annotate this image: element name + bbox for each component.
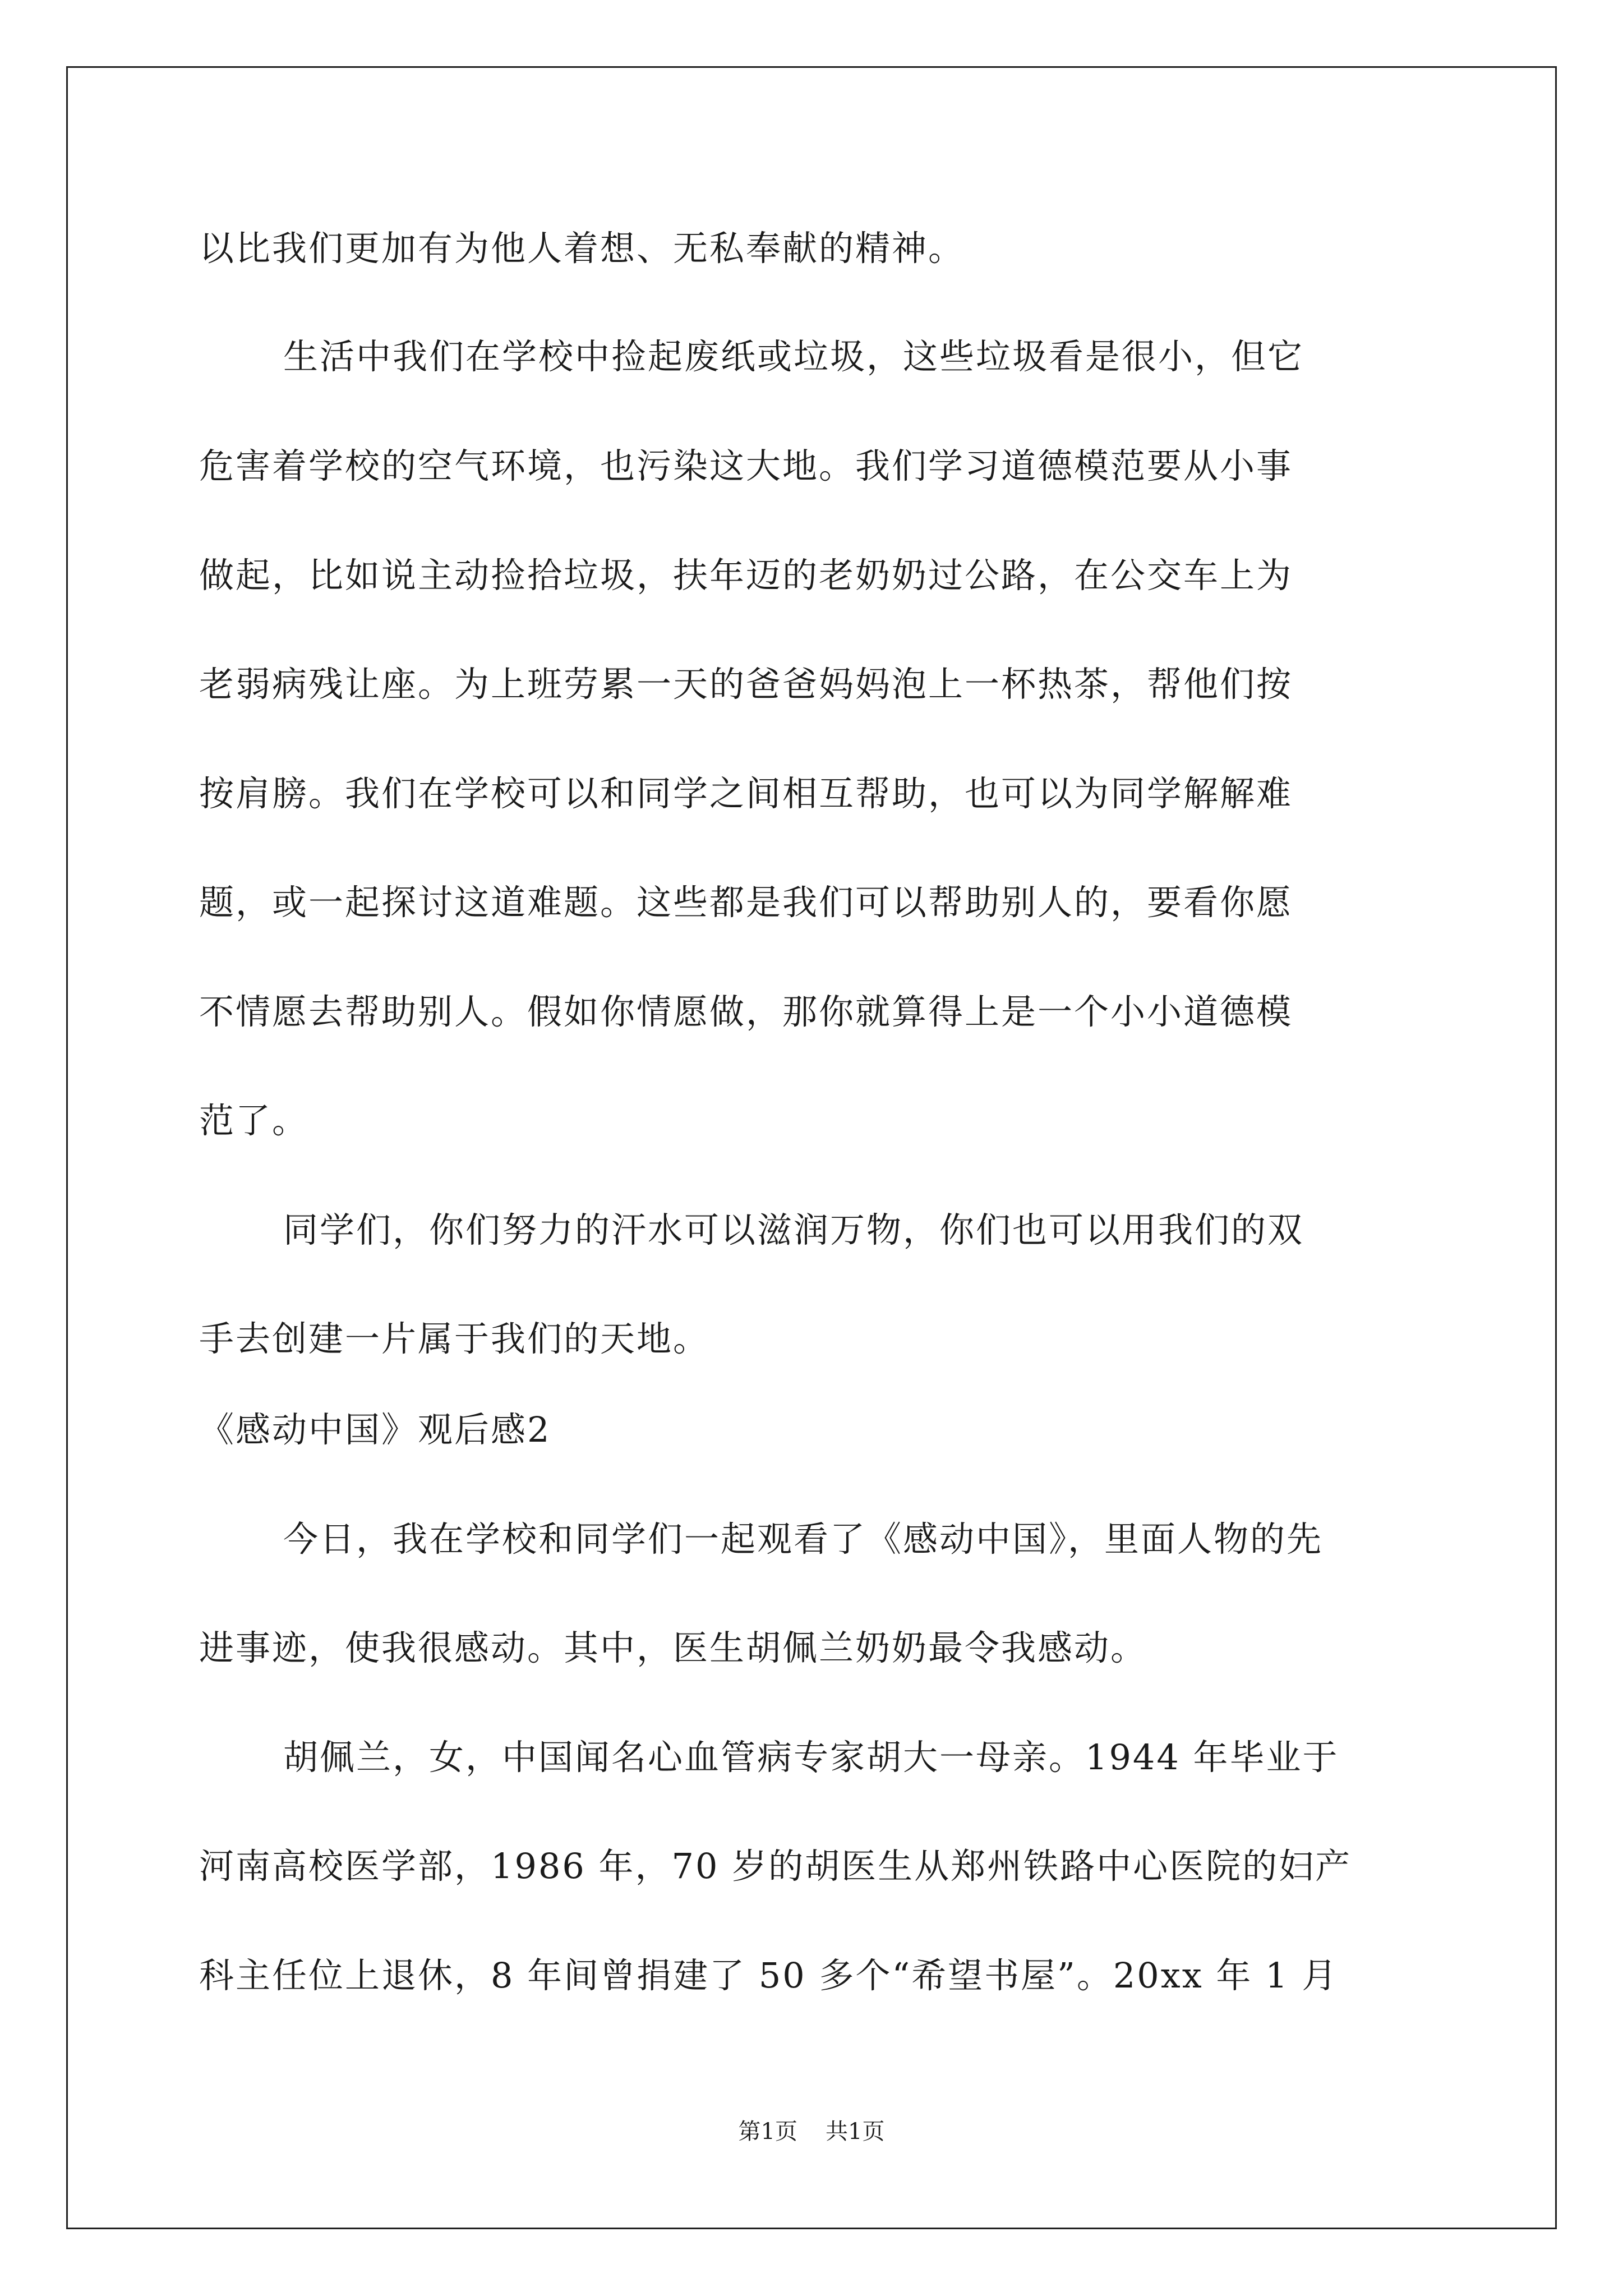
- paragraph-line: 危害着学校的空气环境，也污染这大地。我们学习道德模范要从小事: [199, 445, 1293, 486]
- paragraph-line: 范了。: [199, 1100, 309, 1141]
- paragraph-line: 胡佩兰，女，中国闻名心血管病专家胡大一母亲。1944 年毕业于: [283, 1737, 1339, 1778]
- page-number: 第1页: [738, 2119, 797, 2145]
- paragraph-line: 不情愿去帮助别人。假如你情愿做，那你就算得上是一个小小道德模: [199, 991, 1293, 1032]
- paragraph-line: 按肩膀。我们在学校可以和同学之间相互帮助，也可以为同学解解难: [199, 773, 1293, 814]
- paragraph-line: 以比我们更加有为他人着想、无私奉献的精神。: [199, 228, 965, 269]
- paragraph-line: 生活中我们在学校中捡起废纸或垃圾，这些垃圾看是很小，但它: [283, 336, 1304, 377]
- paragraph-line: 科主任位上退休，8 年间曾捐建了 50 多个“希望书屋”。20xx 年 1 月: [199, 1955, 1339, 1996]
- paragraph-line: 河南高校医学部，1986 年，70 岁的胡医生从郑州铁路中心医院的妇产: [199, 1846, 1352, 1887]
- page-total: 共1页: [826, 2119, 885, 2145]
- paragraph-line: 老弱病残让座。为上班劳累一天的爸爸妈妈泡上一杯热茶，帮他们按: [199, 664, 1293, 705]
- paragraph-line: 做起，比如说主动捡拾垃圾，扶年迈的老奶奶过公路，在公交车上为: [199, 555, 1293, 596]
- paragraph-line: 手去创建一片属于我们的天地。: [199, 1318, 710, 1359]
- paragraph-line: 进事迹，使我很感动。其中，医生胡佩兰奶奶最令我感动。: [199, 1627, 1147, 1668]
- paragraph-line: 同学们，你们努力的汗水可以滋润万物，你们也可以用我们的双: [283, 1209, 1304, 1250]
- page-footer: [0, 2120, 1623, 2143]
- section-heading: 《感动中国》观后感2: [199, 1409, 551, 1450]
- page-border: [66, 66, 1557, 2229]
- paragraph-line: 题，或一起探讨这道难题。这些都是我们可以帮助别人的，要看你愿: [199, 882, 1293, 923]
- paragraph-line: 今日，我在学校和同学们一起观看了《感动中国》，里面人物的先: [283, 1519, 1324, 1559]
